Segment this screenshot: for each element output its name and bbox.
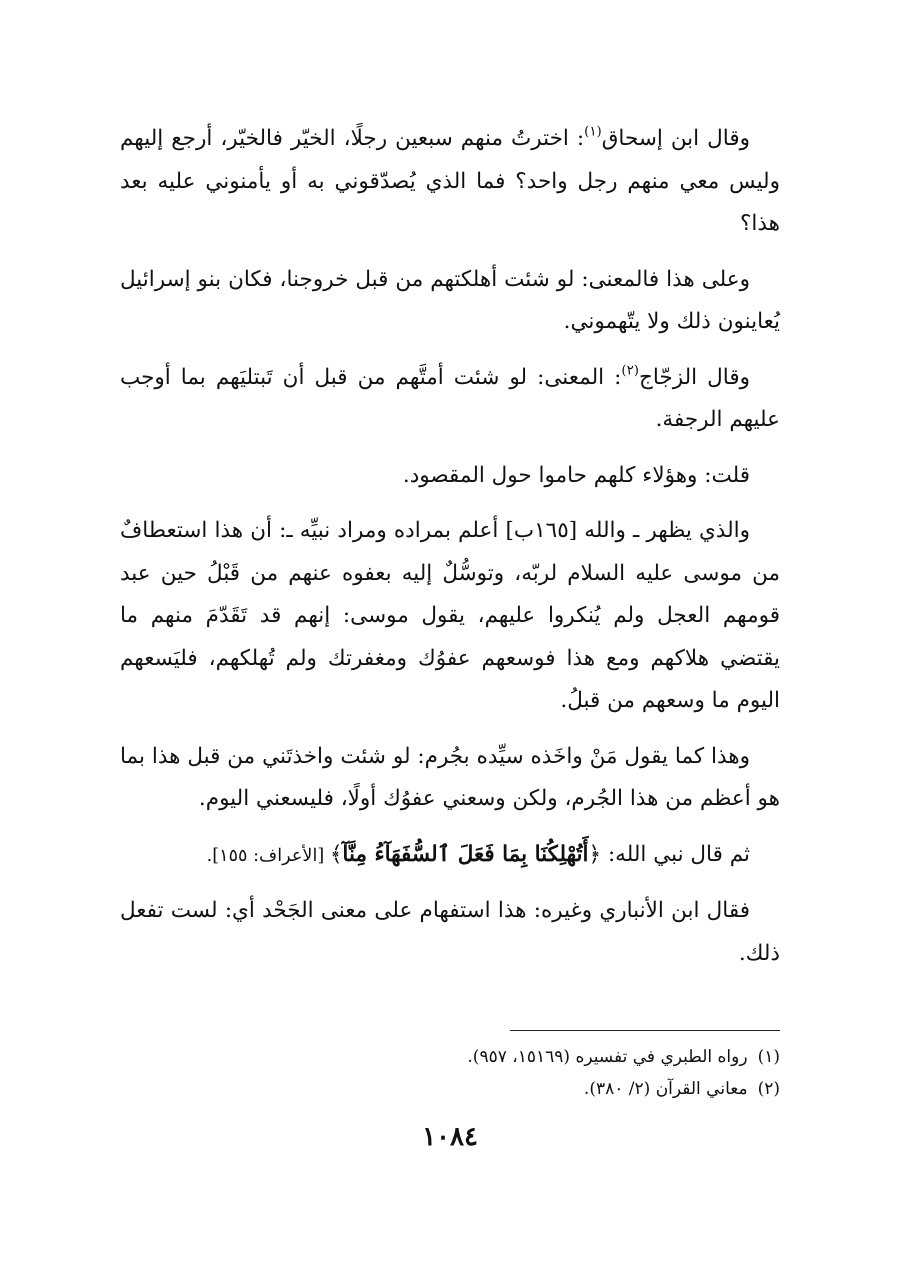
footnote-text: رواه الطبري في تفسيره (١٥١٦٩، ٩٥٧). bbox=[467, 1047, 748, 1067]
quran-ayah: أَتُهْلِكُنَا بِمَا فَعَلَ ٱلسُّفَهَآءُ مِنَّآ bbox=[342, 841, 589, 867]
main-text bbox=[120, 118, 780, 988]
paragraph-zajjaj bbox=[120, 357, 780, 442]
footnote-number: (٢) bbox=[757, 1079, 780, 1099]
paragraph-analogy bbox=[120, 736, 780, 821]
footnote-marker[interactable]: (٢) bbox=[621, 363, 639, 379]
paragraph-text: فقال ابن الأنباري وغيره: هذا استفهام على معنى الجَحْد أي: لست تفعل ذلك. bbox=[120, 898, 780, 966]
paragraph-text: وعلى هذا فالمعنى: لو شئت أهلكتهم من قبل خروجنا، فكان بنو إسرائيل يُعاينون ذلك ولا يتّهموني. bbox=[120, 266, 780, 334]
footnote-marker[interactable]: (١) bbox=[584, 124, 602, 140]
paragraph-istitaf bbox=[120, 510, 780, 723]
paragraph-lead: وقال الزجّاج bbox=[639, 364, 750, 390]
footnote-divider bbox=[510, 1030, 780, 1031]
ayah-close-bracket: ﴾ bbox=[329, 841, 343, 867]
paragraph-anbari bbox=[120, 890, 780, 975]
paragraph-text: قلت: وهؤلاء كلهم حاموا حول المقصود. bbox=[402, 462, 750, 488]
ayah-open-bracket: ﴿ bbox=[588, 841, 602, 867]
page-number: ١٠٨٤ bbox=[422, 1122, 478, 1152]
ayah-reference: [الأعراف: ١٥٥]. bbox=[206, 845, 330, 866]
paragraph-qultu bbox=[120, 455, 780, 498]
paragraph-ayah-quote bbox=[120, 834, 780, 878]
footnotes bbox=[120, 1041, 780, 1105]
footnote-text: معاني القرآن (٢/ ٣٨٠). bbox=[583, 1079, 748, 1099]
footnote-item bbox=[120, 1041, 780, 1073]
paragraph-lead: ثم قال نبي الله: bbox=[601, 841, 750, 867]
footnote-item bbox=[120, 1073, 780, 1105]
paragraph-ibn-ishaq bbox=[120, 118, 780, 246]
paragraph-text: : المعنى: لو شئت أمتَّهم من قبل أن تَبتليَهم بما أوجب عليهم الرجفة. bbox=[120, 364, 780, 432]
paragraph-text: وهذا كما يقول مَنْ واخَذه سيِّده بجُرم: لو شئت واخذتَني من قبل هذا بما هو أعظم من هذا الجُرم، ولكن وسعني عفوُك أولًا، فليسعني اليوم. bbox=[120, 743, 780, 811]
paragraph-text: : اخترتُ منهم سبعين رجلًا، الخيّر فالخيّر، أرجع إليهم وليس معي منهم رجل واحد؟ فما الذي يُصدّقوني به أو يأمنوني عليه بعد هذا؟ bbox=[120, 126, 780, 236]
paragraph-meaning bbox=[120, 259, 780, 344]
footnote-number: (١) bbox=[757, 1047, 780, 1067]
paragraph-lead: وقال ابن إسحاق bbox=[601, 126, 750, 151]
paragraph-text: والذي يظهر ـ والله [١٦٥ب] أعلم بمراده ومراد نبيِّه ـ: أن هذا استعطافٌ من موسى عليه السلام لربّه، وتوسُّلٌ إليه بعفوه عنهم من قَبْلُ حين عبد قومهم العجل ولم يُنكروا عليهم، يقول موسى: إنهم قد تَقَدّمَ منهم ما يقتضي هلاكهم ومع هذا فوسعهم عفوُك ومغفرتك ولم تُهلكهم، فليَسعهم اليوم ما وسعهم من قبلُ. bbox=[120, 518, 780, 713]
